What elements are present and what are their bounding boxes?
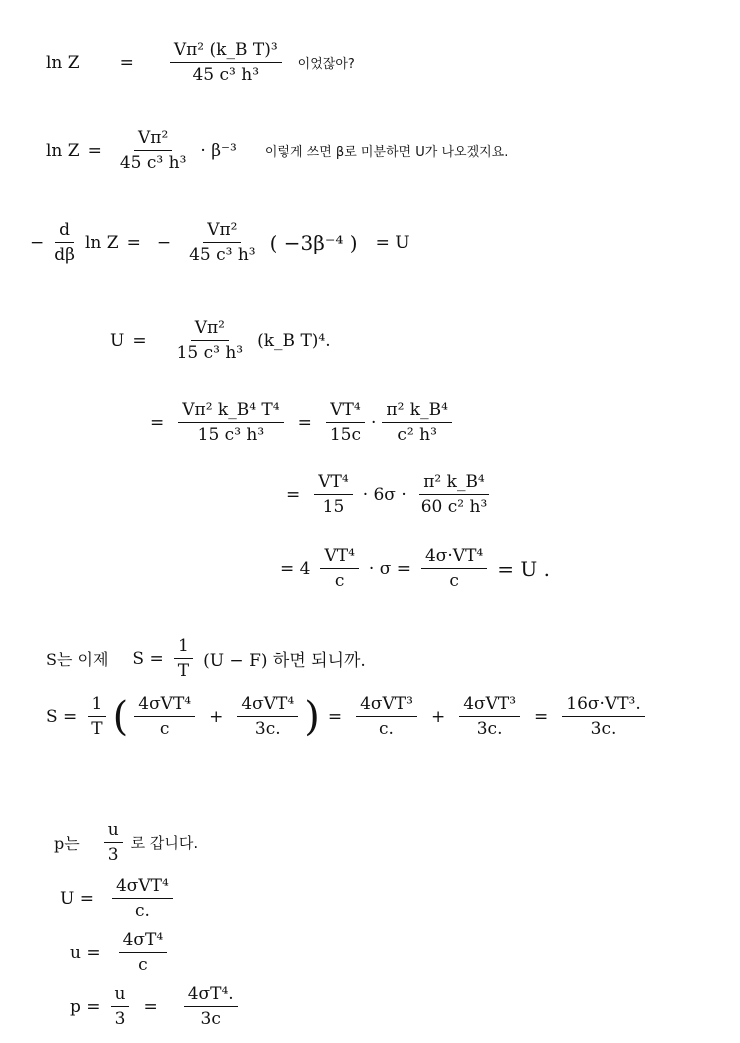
denominator: 60 c² h³: [420, 497, 488, 517]
numerator: u: [104, 820, 123, 843]
denominator: c: [449, 571, 459, 591]
derivative-operator: [50, 220, 79, 265]
equals-sign: =: [286, 484, 301, 505]
fraction: [134, 694, 195, 739]
eq-line-13: [66, 984, 244, 1029]
u-density-equals: u =: [70, 942, 101, 963]
eq-line-8: [42, 636, 370, 681]
eq-line-9: [42, 694, 651, 739]
denominator: 3c.: [590, 719, 617, 739]
sigma-factor: · σ =: [368, 558, 411, 579]
denominator: c² h³: [397, 425, 437, 445]
kbt-power: (k_B T)⁴.: [257, 330, 331, 351]
equals-sign: =: [150, 412, 165, 433]
fraction: [562, 694, 644, 739]
fraction: [459, 694, 520, 739]
eq-line-12: [66, 930, 173, 975]
denominator: dβ: [54, 245, 75, 265]
denominator: 3c.: [476, 719, 503, 739]
numerator: 4σVT³: [356, 694, 417, 717]
equals-sign: =: [126, 232, 141, 253]
equals-u: = U .: [497, 556, 550, 581]
handwritten-note: 이었잖아?: [297, 57, 355, 72]
lnz-label: ln Z: [46, 52, 80, 73]
handwritten-note: 이렇게 쓰면 β로 미분하면 U가 나오겠지요.: [264, 145, 509, 160]
fraction: [237, 694, 298, 739]
denominator: 3c.: [254, 719, 281, 739]
fraction: [178, 400, 283, 445]
eq-line-3: [30, 220, 414, 265]
plus-sign: +: [430, 706, 446, 727]
equals-u: = U: [375, 232, 410, 253]
fraction: [421, 546, 487, 591]
equals-sign: =: [297, 412, 312, 433]
fraction: [87, 694, 106, 739]
fraction: [104, 820, 123, 865]
numerator: Vπ²: [203, 220, 241, 243]
numerator: 4σT⁴: [119, 930, 168, 953]
eq-line-2: [46, 128, 508, 173]
numerator: 4σVT⁴: [112, 876, 173, 899]
fraction: [112, 876, 173, 921]
p-equals: p =: [70, 996, 101, 1017]
sigma-factor: · 6σ ·: [362, 484, 407, 505]
fraction: [119, 930, 168, 975]
fraction: [111, 984, 130, 1029]
eq-line-7: [276, 546, 554, 591]
fraction: [314, 472, 352, 517]
minus-sign: −: [156, 232, 172, 253]
denominator: T: [177, 661, 190, 681]
parenthesized-term: ( −3β⁻⁴ ): [269, 230, 358, 255]
denominator: T: [91, 719, 103, 739]
equals-sign: =: [119, 52, 134, 73]
denominator: 3: [114, 1009, 126, 1029]
equals-four: = 4: [280, 558, 311, 579]
numerator: π² k_B⁴: [382, 400, 452, 423]
denominator: c.: [134, 901, 150, 921]
numerator: VT⁴: [320, 546, 358, 569]
denominator: 15: [322, 497, 345, 517]
denominator: 3c: [200, 1009, 221, 1029]
equals-sign: =: [143, 996, 158, 1017]
denominator: 15c: [329, 425, 361, 445]
lnz-label: ln Z: [84, 232, 119, 253]
numerator: 4σVT³: [459, 694, 520, 717]
s-equals: S =: [132, 648, 164, 669]
numerator: Vπ² (k_B T)³: [170, 40, 282, 63]
close-paren: ): [304, 693, 320, 740]
denominator: c.: [379, 719, 394, 739]
numerator: Vπ²: [134, 128, 172, 151]
denominator: c: [334, 571, 345, 591]
denominator: 15 c³ h³: [197, 425, 265, 445]
eq-line-10: [50, 820, 198, 865]
minus-sign: −: [30, 232, 45, 253]
fraction: [326, 400, 365, 445]
equals-sign: =: [327, 706, 343, 727]
dot: ·: [371, 412, 377, 433]
fraction: [185, 220, 260, 265]
numerator: 4σVT⁴: [134, 694, 195, 717]
equals-sign: =: [87, 140, 102, 161]
numerator: d: [55, 220, 74, 243]
fraction: [417, 472, 492, 517]
eq-line-4: [110, 318, 335, 363]
denominator: c: [138, 955, 148, 975]
u-equals: U =: [60, 888, 94, 909]
numerator: VT⁴: [326, 400, 364, 423]
denominator: 45 c³ h³: [192, 65, 260, 85]
handwritten-note: 로 갑니다.: [130, 834, 199, 852]
fraction: [356, 694, 417, 739]
denominator: c: [159, 719, 170, 739]
numerator: Vπ² k_B⁴ T⁴: [178, 400, 283, 423]
fraction: [184, 984, 238, 1029]
numerator: π² k_B⁴: [419, 472, 489, 495]
fraction: [382, 400, 452, 445]
numerator: u: [111, 984, 130, 1007]
s-equals: S =: [46, 706, 78, 727]
numerator: 4σ·VT⁴: [421, 546, 487, 569]
denominator: 3: [107, 845, 119, 865]
lnz-label: ln Z: [46, 140, 80, 161]
numerator: 1: [174, 636, 193, 659]
fraction: [170, 40, 282, 85]
fraction: [173, 318, 248, 363]
denominator: 15 c³ h³: [176, 343, 244, 363]
fraction: [174, 636, 193, 681]
s-intro: S는 이제: [46, 650, 109, 669]
eq-line-5: [142, 400, 458, 445]
equals-sign: =: [534, 706, 549, 727]
denominator: 45 c³ h³: [189, 245, 256, 265]
numerator: 4σT⁴.: [184, 984, 238, 1007]
plus-sign: +: [209, 706, 224, 727]
numerator: 1: [88, 694, 107, 717]
numerator: VT⁴: [314, 472, 352, 495]
equals-sign: =: [132, 330, 147, 351]
fraction: [320, 546, 358, 591]
eq-line-11: [56, 876, 179, 921]
u-minus-f: (U − F) 하면 되니까.: [203, 651, 366, 671]
p-intro: p는: [54, 834, 80, 853]
fraction: [116, 128, 191, 173]
open-paren: (: [112, 693, 129, 740]
numerator: Vπ²: [191, 318, 229, 341]
eq-line-6: [278, 472, 497, 517]
numerator: 4σVT⁴: [237, 694, 298, 717]
eq-line-1: [46, 40, 355, 85]
numerator: 16σ·VT³.: [562, 694, 644, 717]
denominator: 45 c³ h³: [119, 153, 187, 173]
u-label: U: [110, 330, 125, 351]
beta-power: · β⁻³: [200, 140, 237, 161]
